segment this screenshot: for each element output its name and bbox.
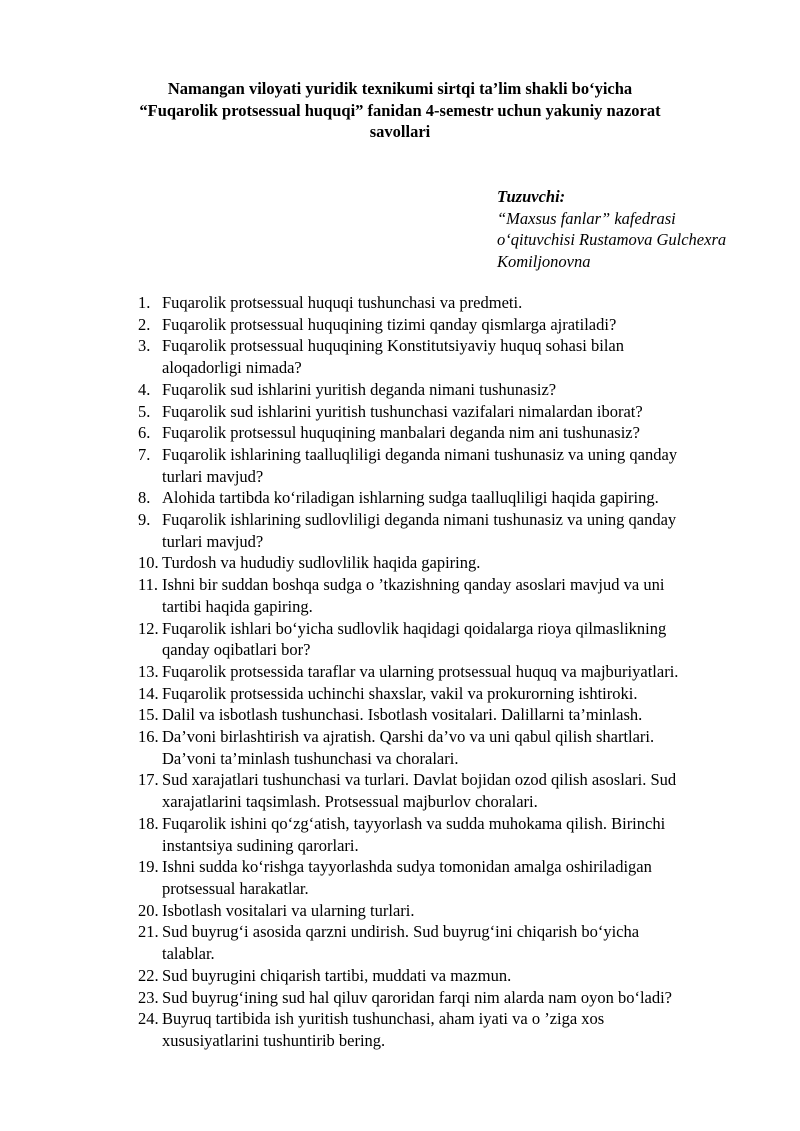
question-text-line: Fuqarolik sud ishlarini yuritish deganda nimani tushunasiz? — [162, 379, 557, 399]
question-number: 9. — [138, 510, 151, 530]
question-item — [0, 704, 800, 726]
question-item — [0, 769, 800, 812]
question-text-line: Fuqarolik protsessual huquqining tizimi qanday qismlarga ajratiladi? — [162, 314, 617, 334]
question-number: 4. — [138, 379, 151, 399]
question-text-line: Fuqarolik sud ishlarini yuritish tushunchasi vazifalari nimalardan iborat? — [162, 401, 643, 421]
question-text-line: Sud buyrug‘ining sud hal qiluv qaroridan farqi nim alarda nam oyon bo‘ladi? — [162, 987, 673, 1007]
question-item — [0, 509, 800, 552]
document-title — [100, 78, 700, 143]
question-text-line: Fuqarolik ishlari bo‘yicha sudlovlik haqidagi qoidalarga rioya qilmaslikning — [162, 618, 667, 638]
question-item — [0, 444, 800, 487]
question-item — [0, 314, 800, 336]
question-item — [0, 661, 800, 683]
questions-list — [0, 292, 800, 1052]
question-item — [0, 552, 800, 574]
question-text-line: xususiyatlarini tushuntirib bering. — [162, 1030, 386, 1050]
question-number: 17. — [138, 770, 159, 790]
question-text-line: Alohida tartibda ko‘riladigan ishlarning sudga taalluqliligi haqida gapiring. — [162, 488, 659, 508]
question-number: 8. — [138, 488, 151, 508]
question-text-line: Da’voni birlashtirish va ajratish. Qarshi da’vo va uni qabul qilish shartlari. — [162, 727, 655, 747]
question-item — [0, 965, 800, 987]
question-text-line: Buyruq tartibida ish yuritish tushunchasi, aham iyati va o ’ziga xos — [162, 1009, 605, 1029]
question-number: 23. — [138, 987, 159, 1007]
question-text-line: Sud buyrugini chiqarish tartibi, muddati va mazmun. — [162, 965, 512, 985]
question-number: 14. — [138, 683, 159, 703]
question-item — [0, 292, 800, 314]
question-item — [0, 487, 800, 509]
question-number: 18. — [138, 813, 159, 833]
question-item — [0, 813, 800, 856]
question-text-line: turlari mavjud? — [162, 466, 264, 486]
question-number: 16. — [138, 727, 159, 747]
question-number: 6. — [138, 423, 151, 443]
question-text-line: Sud xarajatlari tushunchasi va turlari. Davlat bojidan ozod qilish asoslari. Sud — [162, 770, 677, 790]
question-number: 15. — [138, 705, 159, 725]
question-number: 11. — [138, 575, 159, 595]
question-text-line: turlari mavjud? — [162, 531, 264, 551]
author-block — [497, 186, 726, 273]
question-text-line: tartibi haqida gapiring. — [162, 596, 313, 616]
question-text-line: Sud buyrug‘i asosida qarzni undirish. Sud buyrug‘ini chiqarish bo‘yicha — [162, 922, 640, 942]
question-item — [0, 574, 800, 617]
question-text-line: Fuqarolik ishlarining taalluqliligi deganda nimani tushunasiz va uning qanday — [162, 444, 678, 464]
question-item — [0, 921, 800, 964]
author-line: o‘qituvchisi Rustamova Gulchexra — [497, 230, 727, 250]
question-text-line: Fuqarolik protsessual huquqining Konstitutsiyaviy huquq sohasi bilan — [162, 336, 624, 356]
question-item — [0, 856, 800, 899]
question-text-line: aloqadorligi nimada? — [162, 358, 302, 378]
title-line: Namangan viloyati yuridik texnikumi sirtqi ta’lim shakli bo‘yicha — [167, 79, 633, 98]
question-number: 5. — [138, 401, 151, 421]
question-number: 19. — [138, 857, 159, 877]
question-number: 24. — [138, 1009, 159, 1029]
question-text-line: qanday oqibatlari bor? — [162, 640, 311, 660]
question-text-line: Fuqarolik protsessual huquqi tushunchasi va predmeti. — [162, 293, 523, 312]
question-text-line: Turdosh va hududiy sudlovlilik haqida gapiring. — [162, 553, 481, 573]
question-text-line: Dalil va isbotlash tushunchasi. Isbotlash vositalari. Dalillarni ta’minlash. — [162, 705, 643, 725]
question-text-line: Ishni bir suddan boshqa sudga o ’tkazishning qanday asoslari mavjud va uni — [162, 575, 665, 595]
question-text-line: Ishni sudda ko‘rishga tayyorlashda sudya tomonidan amalga oshiriladigan — [162, 857, 652, 877]
author-line: Komiljonovna — [497, 252, 591, 272]
question-text-line: Fuqarolik ishini qo‘zg‘atish, tayyorlash va sudda muhokama qilish. Birinchi — [162, 813, 666, 833]
question-number: 10. — [138, 553, 159, 573]
question-text-line: Da’voni ta’minlash tushunchasi va choralari. — [162, 748, 459, 768]
question-text-line: talablar. — [162, 944, 215, 964]
question-text-line: Fuqarolik protsessul huquqining manbalari deganda nim ani tushunasiz? — [162, 423, 640, 443]
author-line: “Maxsus fanlar” kafedrasi — [497, 208, 676, 228]
question-number: 1. — [138, 293, 151, 312]
question-item — [0, 422, 800, 444]
question-number: 2. — [138, 314, 151, 334]
title-line: savollari — [369, 122, 431, 141]
question-item — [0, 683, 800, 705]
question-item — [0, 726, 800, 769]
question-number: 21. — [138, 922, 159, 942]
question-item — [0, 401, 800, 423]
question-item — [0, 335, 800, 378]
question-number: 20. — [138, 900, 159, 920]
question-item — [0, 618, 800, 661]
question-text-line: Isbotlash vositalari va ularning turlari. — [162, 900, 415, 920]
question-text-line: Fuqarolik protsessida taraflar va ularning protsessual huquq va majburiyatlari. — [162, 661, 679, 681]
question-text-line: Fuqarolik ishlarining sudlovliligi deganda nimani tushunasiz va uning qanday — [162, 510, 677, 530]
question-number: 7. — [138, 444, 151, 464]
question-number: 12. — [138, 618, 159, 638]
question-text-line: instantsiya sudining qarorlari. — [162, 835, 359, 855]
question-text-line: xarajatlarini taqsimlash. Protsessual majburlov choralari. — [162, 792, 538, 812]
title-line: “Fuqarolik protsessual huquqi” fanidan 4-semestr uchun yakuniy nazorat — [139, 100, 661, 120]
question-item — [0, 379, 800, 401]
question-item — [0, 1008, 800, 1051]
author-heading: Tuzuvchi: — [497, 187, 566, 206]
question-number: 3. — [138, 336, 151, 356]
question-text-line: protsessual harakatlar. — [162, 878, 309, 898]
question-item — [0, 987, 800, 1009]
question-number: 13. — [138, 661, 159, 681]
question-number: 22. — [138, 965, 159, 985]
question-text-line: Fuqarolik protsessida uchinchi shaxslar, vakil va prokurorning ishtiroki. — [162, 683, 638, 703]
question-item — [0, 900, 800, 922]
